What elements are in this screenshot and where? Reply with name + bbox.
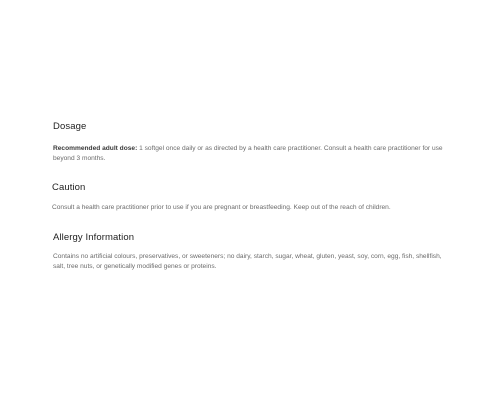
dosage-label: Recommended adult dose: xyxy=(53,145,138,152)
dosage-heading: Dosage xyxy=(53,121,87,132)
caution-section xyxy=(52,182,452,213)
caution-text: Consult a health care practitioner prior to use if you are pregnant or breastfeeding. Keep out of the reach of children. xyxy=(52,204,391,211)
dosage-instructions: 1 softgel once daily or as directed by a health care practitioner. Consult a health care practitioner for use beyond 3 months. xyxy=(53,145,443,162)
allergy-section xyxy=(53,232,453,272)
allergy-heading: Allergy Information xyxy=(53,232,135,243)
dosage-text xyxy=(53,144,453,164)
dosage-section xyxy=(53,121,453,164)
allergy-text: Contains no artificial colours, preservatives, or sweeteners; no dairy, starch, sugar, wheat, gluten, yeast, soy, corn, egg, fish, shellfish, salt, tree nuts, or genetically modified genes or proteins. xyxy=(53,253,442,270)
caution-heading: Caution xyxy=(52,182,86,193)
